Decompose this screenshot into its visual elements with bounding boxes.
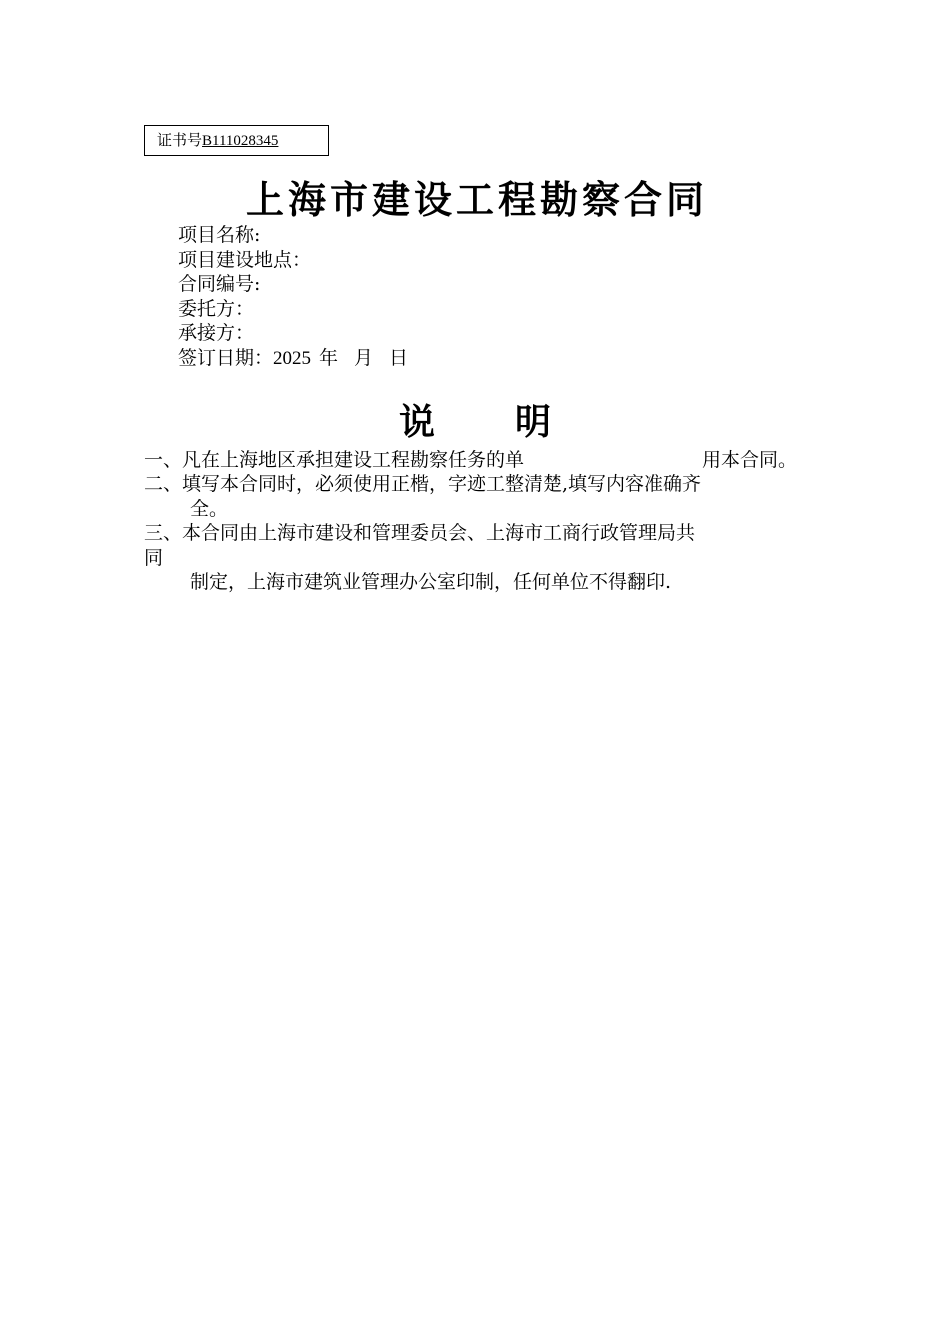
sign-date-day-unit: 日 <box>389 346 409 369</box>
note-item-2: 二、填写本合同时，必须使用正楷，字迹工整清楚,填写内容准确齐 <box>144 473 702 496</box>
note-item-3-continued: 制定，上海市建筑业管理办公室印制，任何单位不得翻印. <box>190 570 672 593</box>
certificate-number: B111028345 <box>202 133 279 149</box>
notes-title-right: 明 <box>515 402 552 443</box>
notes-body <box>144 448 806 594</box>
contract-title: 上海市建设工程勘察合同 <box>245 178 708 222</box>
contract-fields <box>178 223 408 372</box>
certificate-label: 证书号 <box>157 131 203 149</box>
field-client: 委托方： <box>178 297 255 320</box>
note-item-1-text: 一、凡在上海地区承担建设工程勘察任务的单 <box>144 449 525 471</box>
note-item-1-continued: 用本合同。 <box>702 449 798 471</box>
field-contractor: 承接方： <box>178 322 255 345</box>
field-sign-date <box>178 346 408 372</box>
certificate-number-box <box>144 125 329 156</box>
sign-date-year-unit: 年 <box>319 346 339 369</box>
sign-date-label: 签订日期： <box>178 346 274 369</box>
sign-date-year: 2025 <box>273 347 312 369</box>
sign-date-month-unit: 月 <box>354 346 374 369</box>
notes-title-left: 说 <box>398 402 435 443</box>
field-contract-number: 合同编号: <box>178 273 261 296</box>
note-item-1 <box>144 448 806 472</box>
field-project-location: 项目建设地点： <box>178 248 312 271</box>
note-item-3: 三、本合同由上海市建设和管理委员会、上海市工商行政管理局共 <box>144 522 696 545</box>
notes-title <box>0 399 950 447</box>
note-item-3-wrap: 同 <box>144 546 164 569</box>
field-project-name: 项目名称: <box>178 224 261 246</box>
note-item-2-wrap: 全。 <box>190 497 229 520</box>
